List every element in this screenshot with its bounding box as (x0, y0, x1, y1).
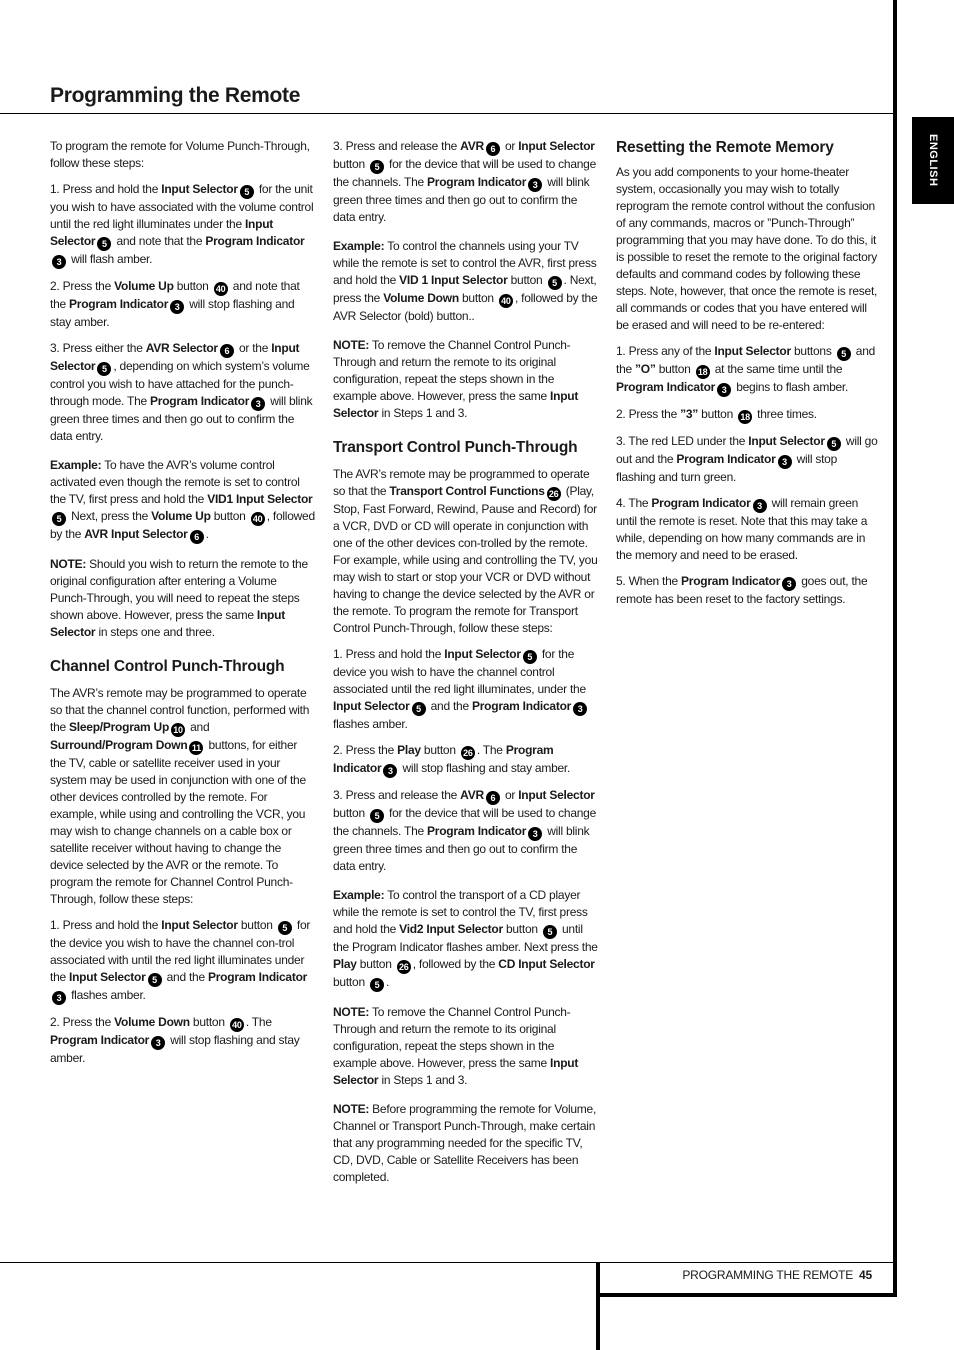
reset-step-5 (616, 573, 878, 608)
text-run: To control the channels using your TV while the remote is set to control the AVR, first press and hold the (333, 239, 597, 287)
bold-term: ”3” (680, 407, 699, 421)
bold-term: AVR Selector (145, 341, 218, 355)
text-run: button (458, 291, 497, 305)
indicator-number-icon: 6 (486, 142, 500, 156)
text-run: 3. Press and release the (333, 139, 461, 153)
text-run: or (501, 139, 519, 153)
bold-term: NOTE: (333, 1005, 370, 1019)
bold-term: VID1 Input Selector (207, 492, 313, 506)
bold-term: NOTE: (333, 1102, 370, 1116)
bold-term: Program Indicator (150, 394, 250, 408)
bold-term: Input Selector (333, 1056, 579, 1087)
volume-note (50, 556, 315, 641)
bold-term: Program Indicator (676, 452, 776, 466)
text-run: for the device that will be used to change the channels. The (333, 806, 597, 838)
indicator-number-icon: 5 (97, 362, 111, 376)
text-run: Next, press the (68, 509, 152, 523)
reset-step-2 (616, 406, 878, 424)
text-run: button (507, 273, 546, 287)
indicator-number-icon: 3 (573, 702, 587, 716)
bold-term: Program Indicator (427, 824, 527, 838)
text-run: (Play, Stop, Fast Forward, Rewind, Pause and Record) for a VCR, DVD or CD will operate in conjunction with one of the other devices con-trolled by the remote. For example, while using and controlling the TV, you may wish to start or stop your VCR or DVD without having to change the device selected by the AVR or the remote. To program the remote for Transport Control Punch-Through, follow these steps: (333, 484, 598, 635)
text-run: , depending on which system’s volume control you wish to have attached for the punch-through mode. The (50, 359, 310, 408)
text-run: and the (163, 970, 208, 984)
text-run: 1. Press and hold the (50, 918, 162, 932)
text-run: in steps one and three. (95, 625, 215, 639)
bold-term: AVR (460, 139, 484, 153)
indicator-number-icon: 5 (837, 347, 851, 361)
text-run: will stop flashing and stay amber. (399, 761, 571, 775)
indicator-number-icon: 40 (499, 294, 513, 308)
bold-term: Program Indicator (205, 234, 305, 248)
text-run: flashes amber. (333, 717, 408, 731)
bold-term: Input Selector (333, 699, 410, 713)
bold-term: Play (397, 743, 421, 757)
text-run: . (385, 975, 390, 989)
text-run: Before programming the remote for Volume, Channel or Transport Punch-Through, make certain that any programming needed for the specific TV, CD, DVD, Cable or Satellite Receivers has been completed. (333, 1102, 597, 1184)
text-run: for the device you wish to have the channel con-trol associated with until the red light illuminates under the (50, 918, 311, 984)
bold-term: Program Indicator (651, 496, 751, 510)
bold-term: Input Selector (50, 608, 285, 639)
bold-term: Program Indicator (616, 380, 716, 394)
text-run: The AVR’s remote may be programmed to operate so that the channel control function, performed with the (50, 686, 310, 734)
bold-term: Input Selector (518, 139, 595, 153)
reset-step-4 (616, 495, 878, 564)
page-footer (600, 1268, 872, 1282)
text-run: will stop flashing and stay amber. (50, 297, 295, 329)
text-run: and the (427, 699, 472, 713)
bold-term: Program Indicator (69, 297, 169, 311)
text-run: 5. When the (616, 574, 682, 588)
bold-term: Input Selector (714, 344, 791, 358)
indicator-number-icon: 3 (251, 397, 265, 411)
transport-heading: Transport Control Punch-Through (333, 439, 578, 456)
bold-term: Input Selector (444, 647, 521, 661)
indicator-number-icon: 26 (461, 746, 475, 760)
reset-step-3 (616, 433, 878, 486)
text-run: will stop flashing and stay amber. (50, 1033, 300, 1065)
indicator-number-icon: 26 (397, 960, 411, 974)
text-run: , followed by the (50, 509, 315, 541)
text-run: To control the transport of a CD player while the remote is set to control the TV, first press and hold the (333, 888, 588, 936)
text-run: 3. Press and release the (333, 788, 461, 802)
channel-step-1 (50, 917, 315, 1005)
indicator-number-icon: 6 (220, 344, 234, 358)
reset-intro: As you add components to your home-theater system, occasionally you may wish to totally reprogram the remote control without the confusion of any commands, macros or ”Punch-Through” programming that you may have done. To do this, it is possible to reset the remote to the original factory defaults and command codes by following these steps. Note, however, that once the remote is reset, all commands or codes that you have entered will be erased and will need to be re-entered: (616, 165, 878, 332)
text-run: 1. Press and hold the (50, 182, 162, 196)
text-run: button (698, 407, 737, 421)
bold-term: Input Selector (333, 389, 579, 420)
text-run: 1. Press any of the (616, 344, 715, 358)
text-run: and note that the (50, 279, 300, 311)
text-run: buttons, for either the TV, cable or satellite receiver used in your system may be used in conjunction with one of the other devices controlled by the remote. For example, while using and controlling the VCR, you may wish to change channels on a cable box or satellite receiver without having to change the device selected by the AVR or the remote. To program the remote for Channel Control Punch-Through, follow these steps: (50, 738, 306, 906)
bold-term: Input Selector (69, 970, 146, 984)
indicator-number-icon: 40 (251, 512, 265, 526)
text-run: To have the AVR’s volume control activated even though the remote is set to control the TV, first press and hold the (50, 458, 300, 506)
text-run: . (205, 527, 209, 541)
indicator-number-icon: 3 (778, 455, 792, 469)
text-run: at the same time until the (711, 362, 843, 376)
footer-box-bottom-rule (596, 1293, 897, 1297)
text-run: will remain green until the remote is reset. Note that this may take a while, depending on how many commands are in the memory and need to be erased. (616, 496, 868, 562)
bold-term: Input Selector (50, 341, 300, 373)
bold-term: ”O” (635, 362, 656, 376)
volume-intro: To program the remote for Volume Punch-Through, follow these steps: (50, 139, 310, 170)
bold-term: Sleep/Program Up (69, 720, 170, 734)
volume-step-1 (50, 181, 315, 269)
bold-term: Vid2 Input Selector (399, 922, 503, 936)
bold-term: Volume Up (114, 279, 174, 293)
text-run: Should you wish to return the remote to the original configuration after entering a Volume Punch-Through, you will need to repeat the steps shown above. However, press the same (50, 557, 308, 622)
indicator-number-icon: 5 (97, 237, 111, 251)
bold-term: Input Selector (748, 434, 825, 448)
text-run: . The (476, 743, 506, 757)
reset-step-1 (616, 343, 878, 397)
text-run: and note that the (113, 234, 206, 248)
text-run: begins to flash amber. (733, 380, 849, 394)
channel-example (333, 238, 599, 325)
right-margin-bar (893, 0, 897, 1296)
indicator-number-icon: 5 (370, 978, 384, 992)
text-run: and (187, 720, 210, 734)
text-run: button (333, 806, 368, 820)
indicator-number-icon: 40 (214, 282, 228, 296)
indicator-number-icon: 10 (171, 723, 185, 737)
text-run: 4. The (616, 496, 652, 510)
indicator-number-icon: 5 (240, 185, 254, 199)
text-run: button (502, 922, 541, 936)
text-run: button (173, 279, 212, 293)
transport-note-1 (333, 1004, 599, 1089)
bold-term: Input Selector (161, 182, 238, 196)
text-run: for the device you wish to have the channel control associated until the red light illuminates, under the (333, 647, 586, 696)
volume-step-2 (50, 278, 315, 331)
text-run: three times. (754, 407, 817, 421)
text-run: To remove the Channel Control Punch-Through and return the remote to its original configuration, repeat the steps shown in the example above. However, press the same (333, 338, 571, 403)
text-run: in Steps 1 and 3. (378, 406, 468, 420)
indicator-number-icon: 26 (547, 487, 561, 501)
bold-term: Input Selector (518, 788, 595, 802)
transport-note-2 (333, 1101, 599, 1186)
text-run: button (333, 975, 368, 989)
bold-term: AVR Input Selector (84, 527, 188, 541)
indicator-number-icon: 3 (170, 300, 184, 314)
indicator-number-icon: 3 (52, 991, 66, 1005)
indicator-number-icon: 5 (370, 160, 384, 174)
text-run: 1. Press and hold the (333, 647, 445, 661)
indicator-number-icon: 3 (528, 178, 542, 192)
text-run: 2. Press the (333, 743, 398, 757)
bold-term: Example: (50, 458, 102, 472)
indicator-number-icon: 5 (52, 512, 66, 526)
text-run: button (333, 157, 368, 171)
indicator-number-icon: 5 (148, 973, 162, 987)
text-run: will blink green three times and then go out to confirm the data entry. (50, 394, 313, 443)
text-run: button (420, 743, 459, 757)
reset-heading: Resetting the Remote Memory (616, 139, 834, 156)
text-run: for the unit you wish to have associated with the volume control until the red light illuminates under the (50, 182, 314, 231)
text-run: 3. The red LED under the (616, 434, 749, 448)
text-run: button (237, 918, 276, 932)
bold-term: CD Input Selector (498, 957, 595, 971)
bold-term: NOTE: (333, 338, 370, 352)
bold-term: Program Indicator (471, 699, 572, 713)
text-run: To remove the Channel Control Punch-Through and return the remote to its original configuration, repeat the steps shown in the example above. However, press the same (333, 1005, 571, 1070)
indicator-number-icon: 18 (696, 365, 710, 379)
text-run: in Steps 1 and 3. (378, 1073, 468, 1087)
title-rule (0, 113, 896, 114)
text-run: , followed by the (412, 957, 499, 971)
bold-term: VID 1 Input Selector (399, 273, 508, 287)
indicator-number-icon: 3 (782, 577, 796, 591)
indicator-number-icon: 3 (151, 1036, 165, 1050)
indicator-number-icon: 18 (738, 410, 752, 424)
indicator-number-icon: 11 (189, 741, 203, 755)
text-run: flashes amber. (68, 988, 146, 1002)
channel-note (333, 337, 599, 422)
text-run: will blink green three times and then go out to confirm the data entry. (333, 824, 590, 873)
text-run: . The (245, 1015, 272, 1029)
bold-term: Example: (333, 239, 385, 253)
text-run: button (655, 362, 694, 376)
indicator-number-icon: 3 (717, 383, 731, 397)
text-run: . Next, press the (333, 273, 597, 305)
indicator-number-icon: 3 (528, 827, 542, 841)
footer-section-title: PROGRAMMING THE REMOTE (682, 1268, 854, 1282)
indicator-number-icon: 5 (523, 650, 537, 664)
text-run: will blink green three times and then go out to confirm the data entry. (333, 175, 590, 224)
bold-term: Volume Down (383, 291, 459, 305)
channel-step-3 (333, 138, 599, 226)
bold-term: Program Indicator (333, 743, 554, 775)
bold-term: Example: (333, 888, 385, 902)
column-3 (616, 138, 878, 612)
transport-step-2 (333, 742, 599, 778)
bold-term: Transport Control Functions (389, 484, 545, 498)
indicator-number-icon: 5 (543, 925, 557, 939)
indicator-number-icon: 3 (383, 764, 397, 778)
channel-heading: Channel Control Punch-Through (50, 658, 285, 675)
indicator-number-icon: 5 (370, 809, 384, 823)
page-number: 45 (859, 1268, 872, 1282)
transport-step-3 (333, 787, 599, 875)
channel-intro (50, 685, 315, 908)
text-run: or (501, 788, 519, 802)
text-run: 2. Press the (50, 1015, 115, 1029)
indicator-number-icon: 6 (486, 791, 500, 805)
text-run: will stop flashing and turn green. (616, 452, 838, 484)
text-run: buttons (790, 344, 835, 358)
indicator-number-icon: 5 (548, 276, 562, 290)
transport-intro (333, 466, 599, 637)
column-1 (50, 138, 315, 1071)
transport-example (333, 887, 599, 992)
volume-example (50, 457, 315, 544)
text-run: will go out and the (616, 434, 878, 466)
transport-step-1 (333, 646, 599, 733)
text-run: until the Program Indicator flashes amber. Next press the (333, 922, 598, 954)
indicator-number-icon: 6 (190, 530, 204, 544)
text-run: will flash amber. (68, 252, 153, 266)
text-run: or the (235, 341, 272, 355)
indicator-number-icon: 40 (230, 1018, 244, 1032)
indicator-number-icon: 5 (412, 702, 426, 716)
footer-box-top-rule (596, 1262, 896, 1263)
bold-term: Volume Up (151, 509, 211, 523)
text-run: button (356, 957, 395, 971)
bold-term: AVR (460, 788, 484, 802)
bold-term: Surround/Program Down (50, 738, 188, 752)
column-2 (333, 138, 599, 1190)
indicator-number-icon: 3 (753, 499, 767, 513)
indicator-number-icon: 3 (52, 255, 66, 269)
text-run: , followed by the AVR Selector (bold) button.. (333, 291, 598, 323)
bold-term: Program Indicator (50, 1033, 150, 1047)
text-run: button (189, 1015, 228, 1029)
text-run: 2. Press the (616, 407, 681, 421)
language-tab-label: ENGLISH (927, 134, 939, 187)
text-run: 3. Press either the (50, 341, 146, 355)
bold-term: Volume Down (114, 1015, 190, 1029)
bold-term: Program Indicator (681, 574, 781, 588)
bold-term: Play (333, 957, 357, 971)
footer-rule (0, 1262, 597, 1263)
volume-step-3 (50, 340, 315, 445)
bold-term: Program Indicator (427, 175, 527, 189)
language-tab (912, 117, 954, 204)
text-run: for the device that will be used to change the channels. The (333, 157, 597, 189)
text-run: button (210, 509, 249, 523)
text-run: and the (616, 344, 876, 376)
page-title: Programming the Remote (50, 84, 301, 107)
text-run: goes out, the remote has been reset to the factory settings. (616, 574, 868, 606)
bold-term: Input Selector (161, 918, 238, 932)
indicator-number-icon: 5 (827, 437, 841, 451)
text-run: The AVR’s remote may be programmed to operate so that the (333, 467, 590, 498)
bold-term: NOTE: (50, 557, 87, 571)
text-run: 2. Press the (50, 279, 115, 293)
bold-term: Input Selector (50, 217, 274, 248)
indicator-number-icon: 5 (278, 921, 292, 935)
channel-step-2 (50, 1014, 315, 1067)
bold-term: Program Indicator (208, 970, 308, 984)
